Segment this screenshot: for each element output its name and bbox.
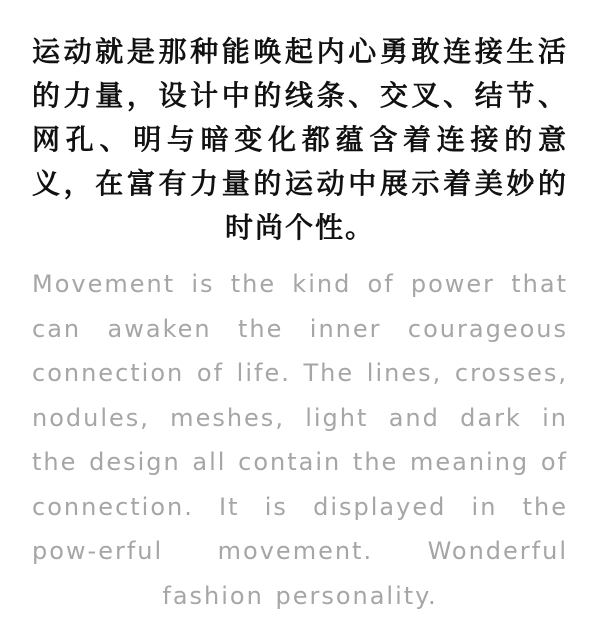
english-paragraph: Movement is the kind of power that can awaken the inner courageous connection of life. The lines, crosses, nodules, meshes, light and dark in the design all contain the meaning of connection. It is displayed in the pow-erful movement. Wonderful fashion personality. xyxy=(32,270,568,610)
chinese-paragraph: 运动就是那种能唤起内心勇敢连接生活的力量，设计中的线条、交叉、结节、网孔、明与暗变化都蕴含着连接的意义，在富有力量的运动中展示着美妙的时尚个性。 xyxy=(32,35,568,244)
